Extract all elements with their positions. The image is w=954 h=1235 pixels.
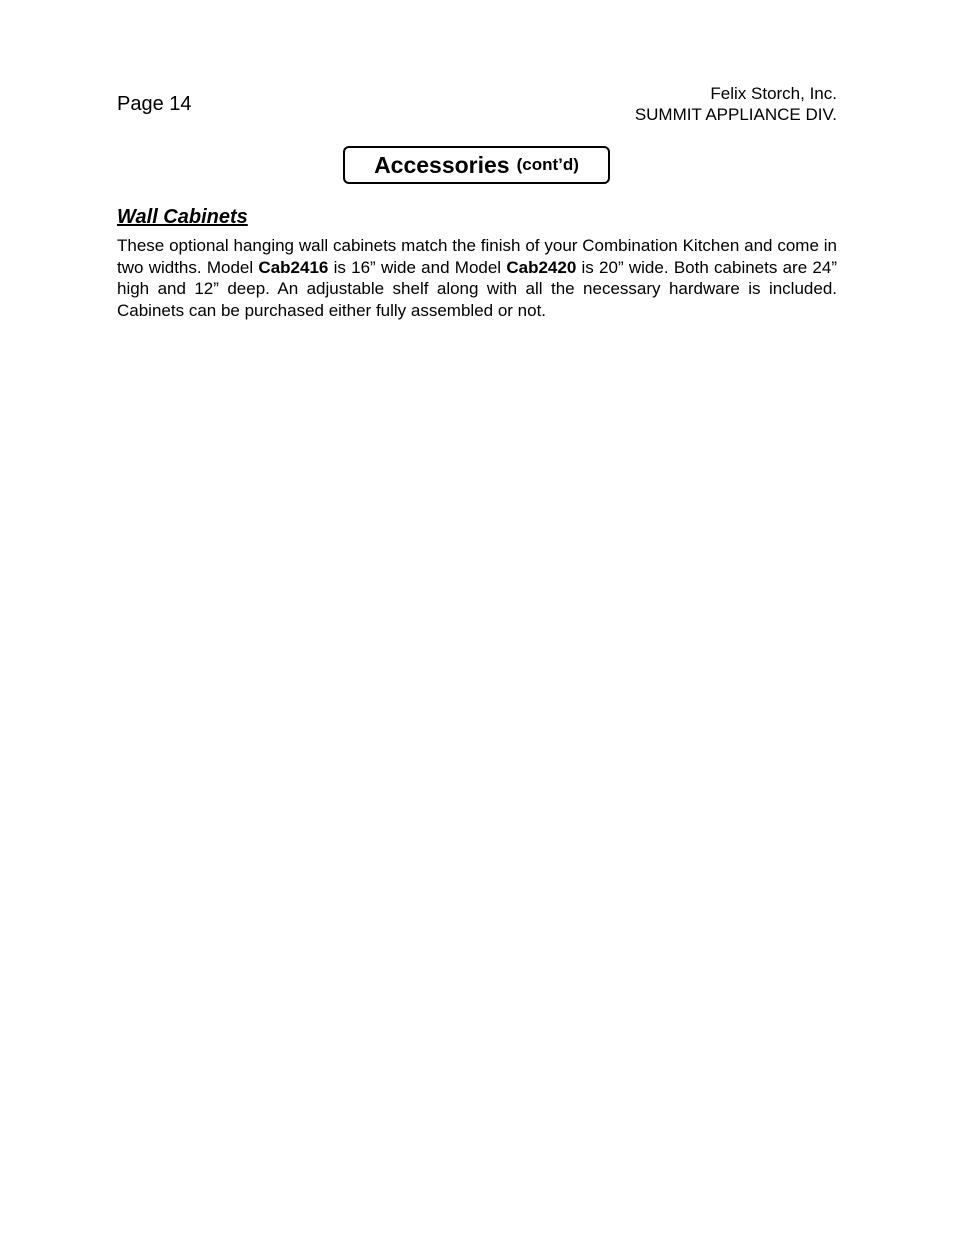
page-title-continued: (cont’d) [516,155,579,174]
paragraph-text-3: is 20” wide. Both cabinets are 24” high and 12” deep. An adjustable shelf along with all the necessary hardware is included. Cabinets can be purchased either fully assembled or not. [117,257,837,320]
section-heading: Wall Cabinets [117,206,248,228]
page-title: Accessories [374,152,510,178]
company-block [635,83,837,125]
model-cab2416: Cab2416 [258,257,329,277]
page-number: Page 14 [117,93,192,115]
company-division: SUMMIT APPLIANCE DIV. [634,105,837,124]
paragraph-text-1: These optional hanging wall cabinets match the finish of your Combination Kitchen and come in two widths. Model [117,236,837,277]
model-cab2420: Cab2420 [506,257,577,277]
paragraph-text-2: is 16” wide and Model [328,257,507,277]
page-title-box [343,146,610,184]
company-name: Felix Storch, Inc. [710,84,837,103]
section-paragraph [117,235,837,321]
